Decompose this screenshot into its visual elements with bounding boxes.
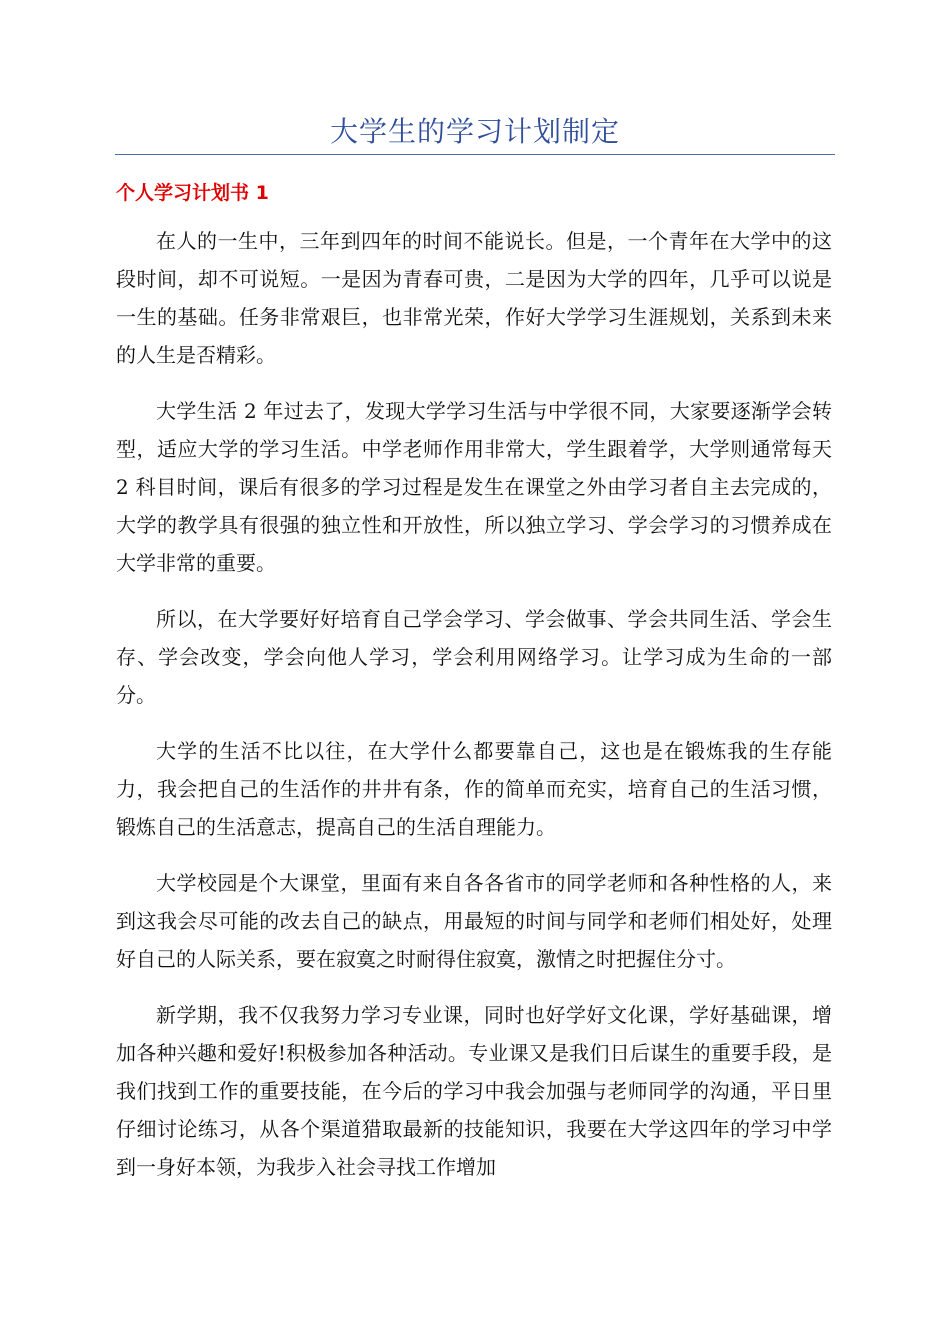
paragraph: 新学期，我不仅我努力学习专业课，同时也好学好文化课，学好基础课，增加各种兴趣和爱好!积极参加各种活动。专业课又是我们日后谋生的重要手段，是我们找到工作的重要技能，在今后的学习中我会加强与老师同学的沟通，平日里仔细讨论练习，从各个渠道猎取最新的技能知识，我要在大学这四年的学习中学到一身好本领，为我步入社会寻找工作增加 [116, 1003, 832, 1179]
section-heading: 个人学习计划书 1 [116, 182, 269, 204]
paragraph: 大学的生活不比以往，在大学什么都要靠自己，这也是在锻炼我的生存能力，我会把自己的生活作的井井有条，作的简单而充实，培育自己的生活习惯，锻炼自己的生活意志，提高自己的生活自理能力。 [116, 739, 832, 839]
paragraph: 大学校园是个大课堂，里面有来自各各省市的同学老师和各种性格的人，来到这我会尽可能的改去自己的缺点，用最短的时间与同学和老师们相处好，处理好自己的人际关系，要在寂寞之时耐得住寂寞，激情之时把握住分寸。 [116, 871, 832, 971]
title-divider [115, 154, 835, 155]
paragraph: 大学生活 2 年过去了，发现大学学习生活与中学很不同，大家要逐渐学会转型，适应大学的学习生活。中学老师作用非常大，学生跟着学，大学则通常每天 2 科目时间，课后有很多的学习过程是发生在课堂之外由学习者自主去完成的，大学的教学具有很强的独立性和开放性，所以独立学习、学会学习的习惯养成在大学非常的重要。 [116, 399, 832, 575]
paragraph: 在人的一生中，三年到四年的时间不能说长。但是，一个青年在大学中的这段时间，却不可说短。一是因为青春可贵，二是因为大学的四年，几乎可以说是一生的基础。任务非常艰巨，也非常光荣，作好大学学习生涯规划，关系到未来的人生是否精彩。 [116, 229, 832, 367]
document-body [116, 222, 832, 1204]
paragraph: 所以，在大学要好好培育自己学会学习、学会做事、学会共同生活、学会生存、学会改变，学会向他人学习，学会利用网络学习。让学习成为生命的一部分。 [116, 607, 832, 707]
document-title: 大学生的学习计划制定 [329, 115, 620, 148]
